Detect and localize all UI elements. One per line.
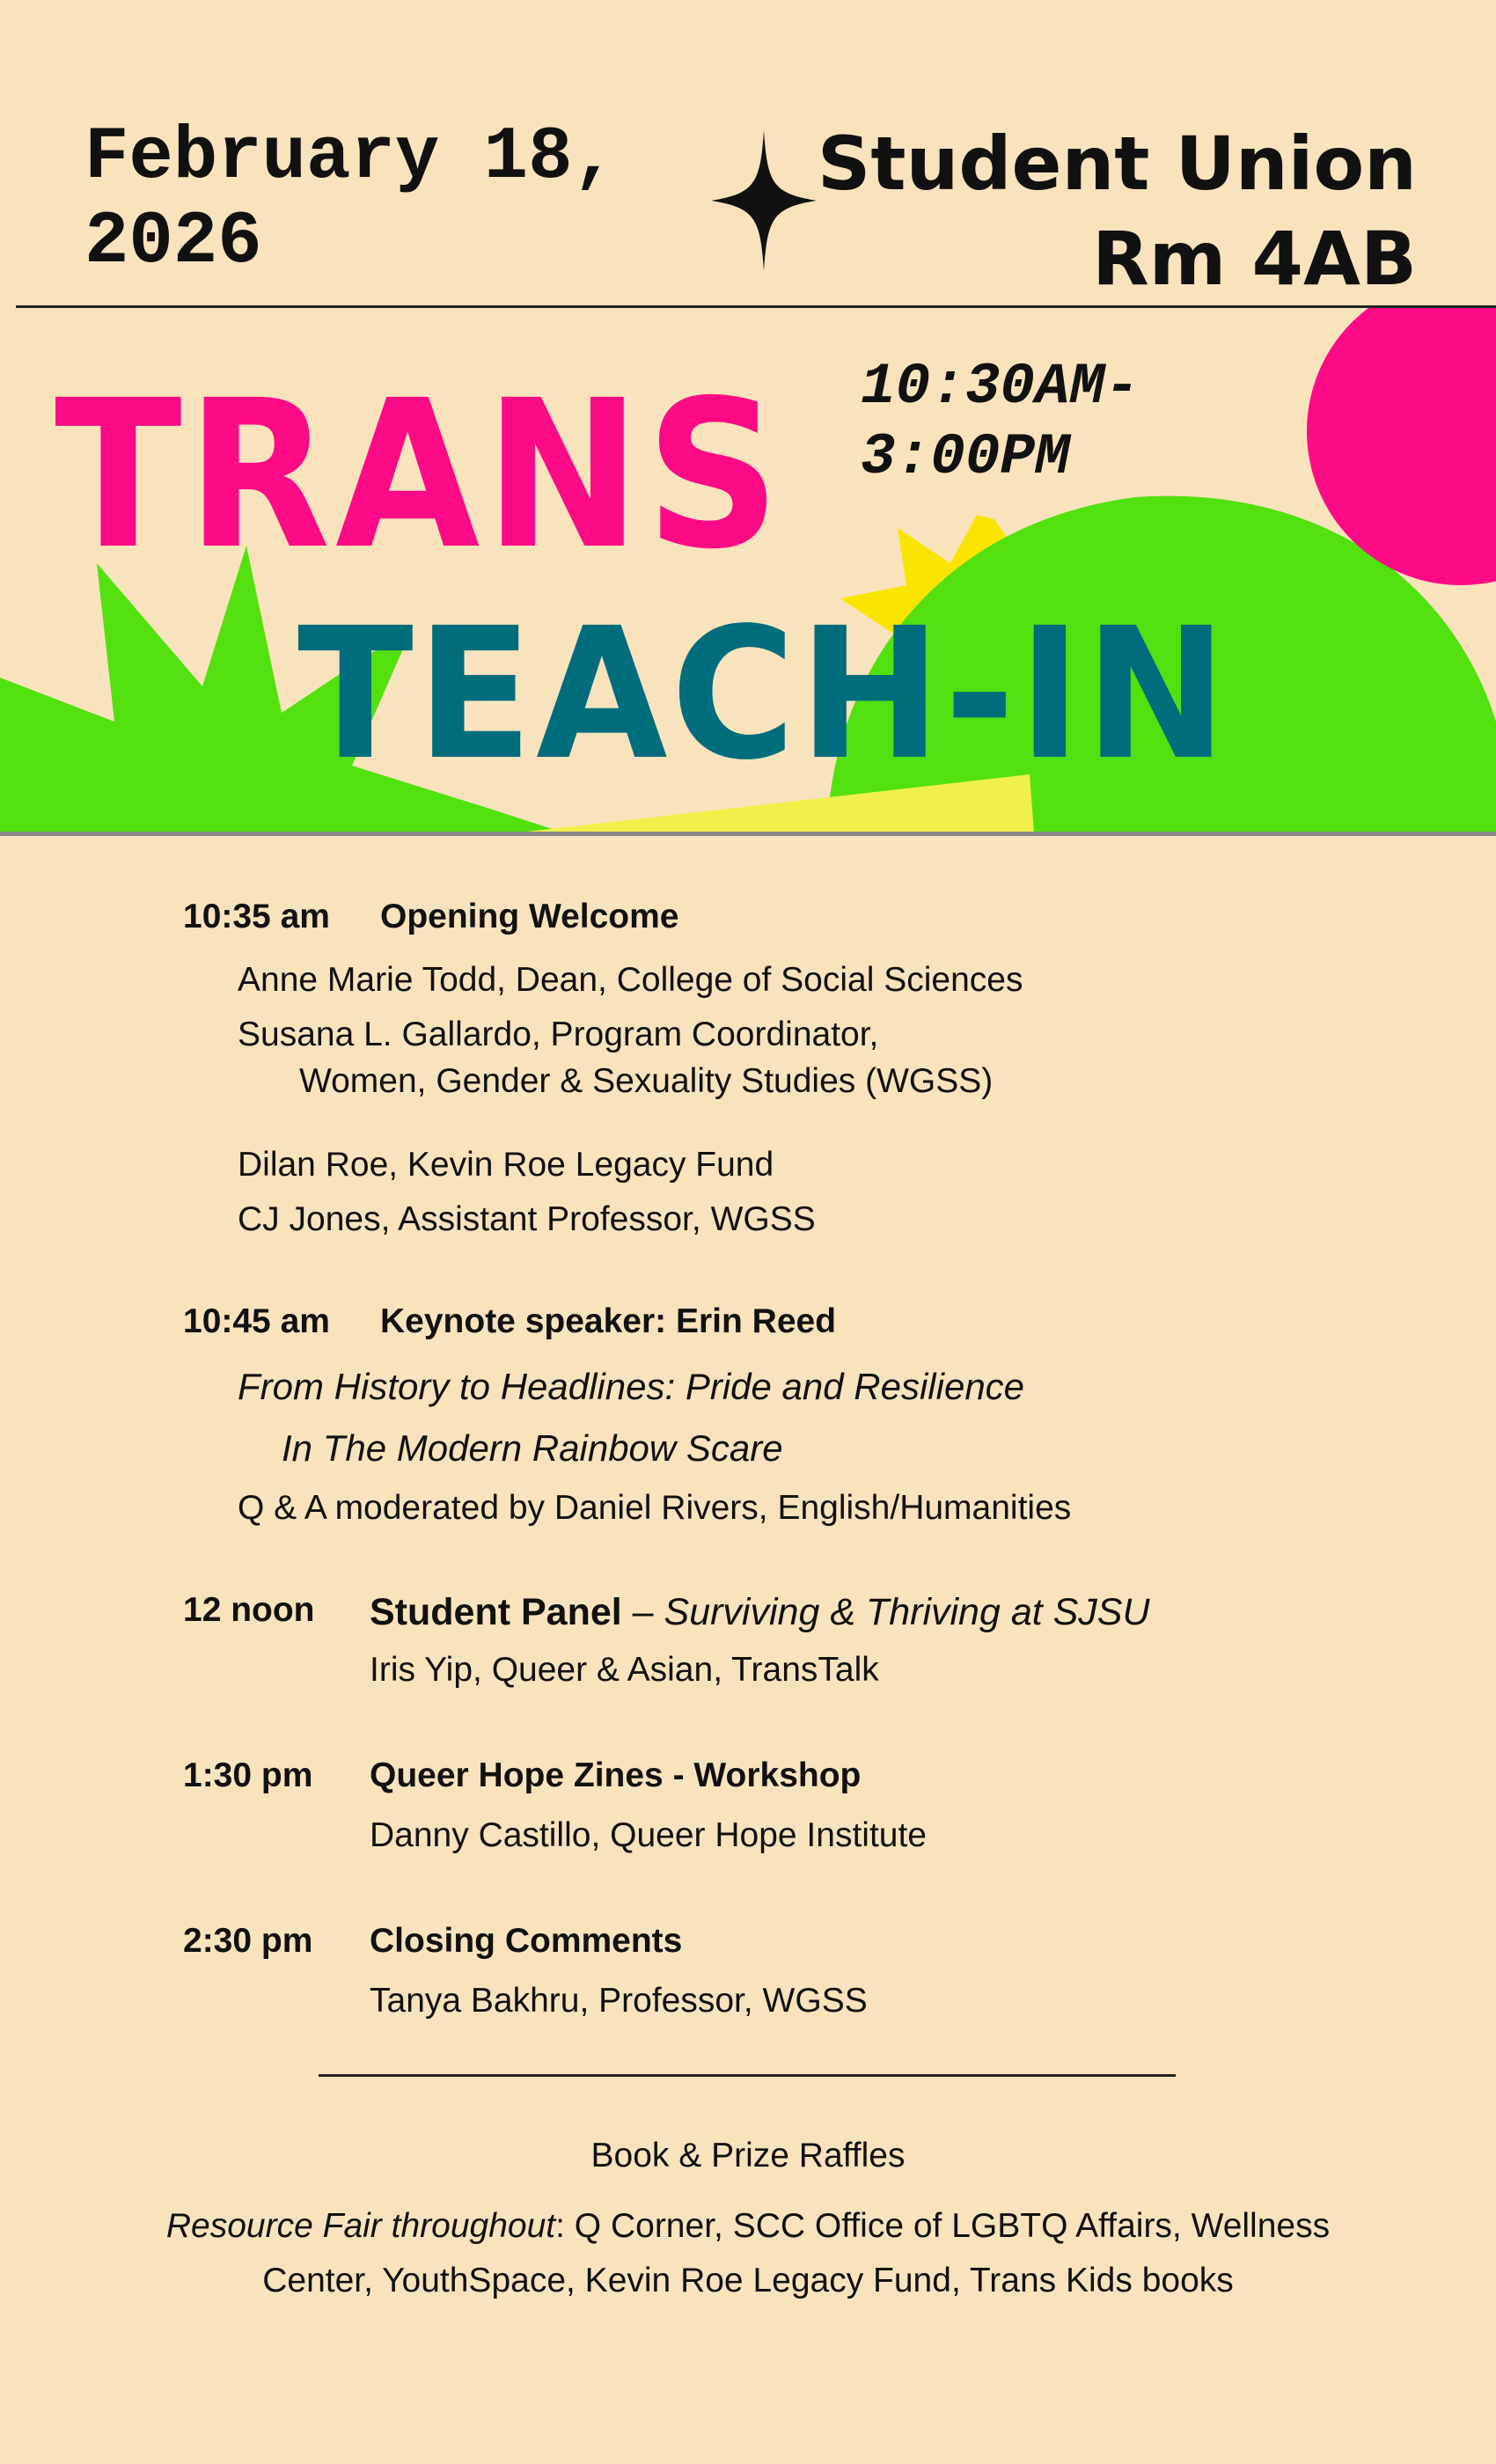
slot-time: 10:45 am bbox=[183, 1302, 330, 1340]
resource-fair-line bbox=[0, 2207, 1496, 2246]
slot-title: Closing Comments bbox=[370, 1922, 683, 1960]
slot-time: 1:30 pm bbox=[183, 1756, 313, 1794]
keynote-talk-title: From History to Headlines: Pride and Resilience bbox=[238, 1366, 1025, 1407]
slot-title bbox=[370, 1591, 1150, 1634]
footer-divider bbox=[319, 2074, 1176, 2077]
resource-fair-line-2: Center, YouthSpace, Kevin Roe Legacy Fund, Trans Kids books bbox=[262, 2262, 1234, 2299]
event-date: February 18, 2026 bbox=[84, 116, 617, 284]
speaker-line: Dilan Roe, Kevin Roe Legacy Fund bbox=[238, 1146, 774, 1184]
speaker-line: CJ Jones, Assistant Professor, WGSS bbox=[238, 1200, 816, 1238]
speaker-line: Women, Gender & Sexuality Studies (WGSS) bbox=[299, 1062, 994, 1100]
speaker-line: Iris Yip, Queer & Asian, TransTalk bbox=[370, 1651, 879, 1689]
slot-title-main: Student Panel bbox=[370, 1591, 622, 1633]
speaker-line: Danny Castillo, Queer Hope Institute bbox=[370, 1816, 927, 1854]
resource-fair-text: : Q Corner, SCC Office of LGBTQ Affairs, Wellness bbox=[555, 2207, 1331, 2245]
raffles-note: Book & Prize Raffles bbox=[590, 2137, 906, 2174]
title-teach-in: TEACH-IN bbox=[297, 589, 1230, 800]
resource-fair-label: Resource Fair throughout bbox=[165, 2207, 556, 2245]
slot-title-dash: – bbox=[621, 1591, 664, 1633]
speaker-line: Q & A moderated by Daniel Rivers, English/Humanities bbox=[238, 1489, 1072, 1527]
slot-time: 10:35 am bbox=[183, 898, 330, 935]
slot-title: Queer Hope Zines - Workshop bbox=[370, 1756, 862, 1794]
slot-title: Keynote speaker: Erin Reed bbox=[380, 1302, 837, 1340]
event-venue: Student Union Rm 4AB bbox=[817, 121, 1417, 302]
slot-subtitle: Surviving & Thriving at SJSU bbox=[664, 1591, 1150, 1633]
slot-time: 12 noon bbox=[183, 1591, 315, 1629]
speaker-line: Anne Marie Todd, Dean, College of Social Sciences bbox=[238, 961, 1023, 999]
speaker-line: Tanya Bakhru, Professor, WGSS bbox=[370, 1982, 868, 2020]
speaker-line: Susana L. Gallardo, Program Coordinator, bbox=[238, 1016, 879, 1053]
slot-time: 2:30 pm bbox=[183, 1922, 313, 1960]
event-time: 10:30AM- 3:00PM bbox=[861, 354, 1140, 490]
title-trans: TRANS bbox=[55, 356, 785, 594]
slot-title: Opening Welcome bbox=[380, 898, 679, 935]
keynote-talk-title: In The Modern Rainbow Scare bbox=[282, 1427, 783, 1469]
